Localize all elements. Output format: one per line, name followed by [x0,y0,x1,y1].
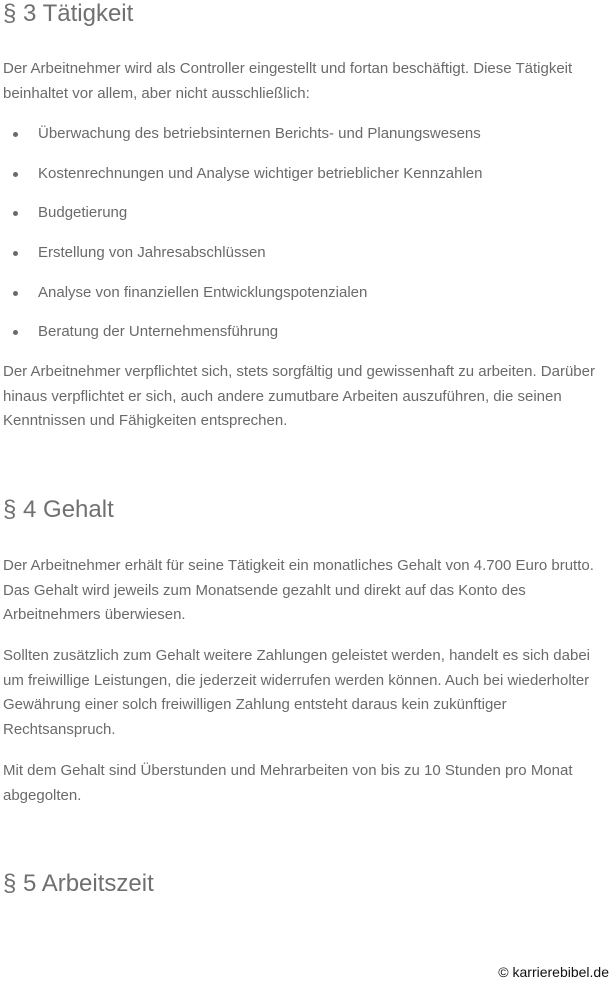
bullet-icon [13,172,18,177]
taetigkeit-outro: Der Arbeitnehmer verpflichtet sich, stets sorgfältig und gewissenhaft zu arbeiten. Darüber hinaus verpflichtet er sich, auch andere zumutbare Arbeiten auszuführen, die seinen Kenntnissen und Fähigkeiten entsprechen. [3,363,595,429]
gehalt-paragraph: Mit dem Gehalt sind Überstunden und Mehrarbeiten von bis zu 10 Stunden pro Monat abgegolten. [3,762,573,804]
taetigkeit-intro: Der Arbeitnehmer wird als Controller eingestellt und fortan beschäftigt. Diese Tätigkeit beinhaltet vor allem, aber nicht ausschließlich: [3,60,573,102]
copyright-notice: © karrierebibel.de [498,964,609,980]
list-item-text: Budgetierung [38,204,128,221]
list-item-text: Beratung der Unternehmensführung [38,323,279,340]
bullet-icon [13,132,18,137]
list-item-text: Überwachung des betriebsinternen Berichts- und Planungswesens [38,125,481,142]
section-title-arbeitszeit: § 5 Arbeitszeit [3,870,154,897]
bullet-icon [13,251,18,256]
list-item-text: Erstellung von Jahresabschlüssen [38,244,266,261]
section-title-gehalt: § 4 Gehalt [3,496,114,523]
bullet-icon [13,330,18,335]
gehalt-paragraph: Der Arbeitnehmer erhält für seine Tätigkeit ein monatliches Gehalt von 4.700 Euro brutto. Das Gehalt wird jeweils zum Monatsende gezahlt und direkt auf das Konto des Arbeitnehmers überwiesen. [3,557,594,623]
gehalt-paragraph: Sollten zusätzlich zum Gehalt weitere Zahlungen geleistet werden, handelt es sich dabei um freiwillige Leistungen, die jederzeit widerrufen werden können. Auch bei wiederholter Gewährung einer solch freiwilligen Zahlung entsteht daraus kein zukünftiger Rechtsanspruch. [3,647,591,738]
list-item-text: Kostenrechnungen und Analyse wichtiger betrieblicher Kennzahlen [38,165,483,182]
list-item-text: Analyse von finanziellen Entwicklungspotenzialen [38,284,368,301]
bullet-icon [13,291,18,296]
bullet-icon [13,211,18,216]
section-title-taetigkeit: § 3 Tätigkeit [3,0,134,27]
